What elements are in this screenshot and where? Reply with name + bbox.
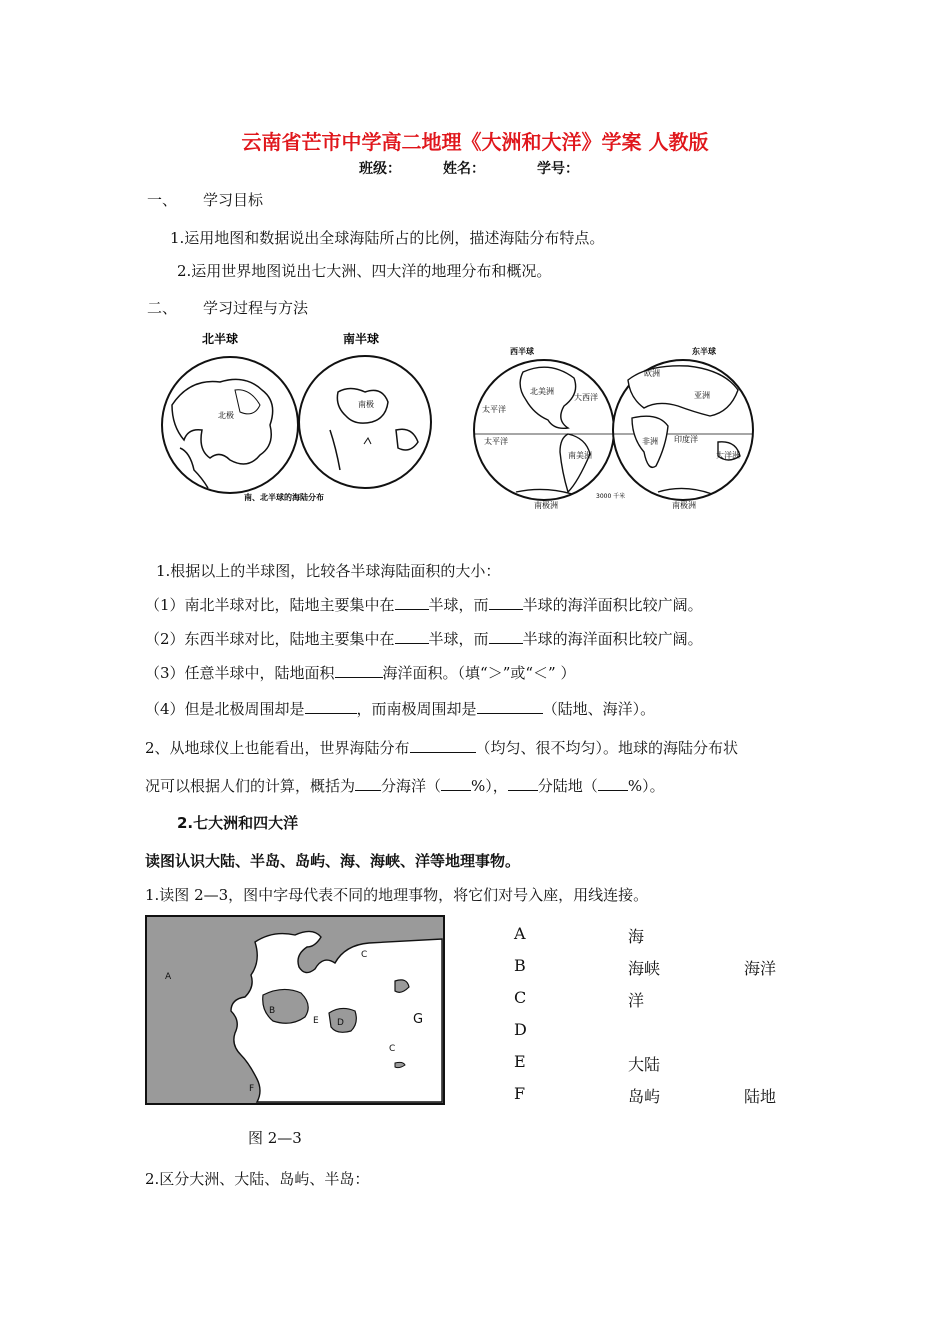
match-letter: E xyxy=(514,1052,526,1071)
q2-line2-a: 况可以根据人们的计算，概括为 xyxy=(145,777,356,795)
fig-label-E: E xyxy=(313,1016,319,1026)
q1-intro: 1.根据以上的半球图，比较各半球海陆面积的大小： xyxy=(156,562,501,580)
fig-label-A: A xyxy=(165,972,172,982)
section-heading-continents: 2.七大洲和四大洋 xyxy=(177,814,299,832)
match-letter: B xyxy=(514,956,526,975)
north-south-hemisphere-map xyxy=(150,330,440,510)
q2-line1-b: （均匀、很不均匀）。地球的海陆分布状 xyxy=(475,739,739,757)
q2-line2-c: %）， xyxy=(471,777,508,795)
south-pole-label: 南极 xyxy=(358,400,374,409)
q1-line3-a: （3）任意半球中，陆地面积 xyxy=(145,664,335,682)
q3-intro: 1.读图 2—3，图中字母代表不同的地理事物，将它们对号入座，用线连接。 xyxy=(145,886,649,904)
section1-number: 一、 xyxy=(147,191,178,209)
q1-line2-c: 半球的海洋面积比较广阔。 xyxy=(522,630,703,648)
east-west-hemisphere-map xyxy=(468,342,764,514)
blank-field[interactable] xyxy=(489,629,523,644)
blank-field[interactable] xyxy=(489,595,523,610)
fig-label-C: C xyxy=(361,950,368,960)
objective-2: 2.运用世界地图说出七大洲、四大洋的地理分布和概况。 xyxy=(177,262,552,280)
blank-field[interactable] xyxy=(410,738,476,753)
blank-field[interactable] xyxy=(441,776,471,791)
q1-line2 xyxy=(145,628,703,649)
antarctica-label-west: 南极洲 xyxy=(534,501,558,510)
match-term: 岛屿 xyxy=(628,1087,661,1106)
q1-line2-a: （2）东西半球对比，陆地主要集中在 xyxy=(145,630,395,648)
q2-line2-b: 分海洋（ xyxy=(381,777,442,795)
match-letter: A xyxy=(514,924,526,943)
blank-field[interactable] xyxy=(335,663,383,678)
europe-label: 欧洲 xyxy=(644,369,660,378)
match-category: 陆地 xyxy=(744,1087,777,1106)
section2-number: 二、 xyxy=(147,299,178,317)
fig-label-D: D xyxy=(337,1018,344,1028)
oceania-label: 大洋洲 xyxy=(716,451,740,460)
west-hemisphere-label: 西半球 xyxy=(510,347,534,356)
q1-line3 xyxy=(145,662,576,683)
q1-line1 xyxy=(145,594,703,615)
fig-label-C2: C xyxy=(389,1044,396,1054)
q1-line1-a: （1）南北半球对比，陆地主要集中在 xyxy=(145,596,395,614)
q2-line2-e: %）。 xyxy=(627,777,665,795)
name-field-label: 姓名： xyxy=(443,161,485,177)
left-map-caption: 南、北半球的海陆分布 xyxy=(244,493,324,502)
atlantic-label: 大西洋 xyxy=(574,393,598,402)
q1-line4-a: （4）但是北极周围却是 xyxy=(145,700,305,718)
blank-field[interactable] xyxy=(508,776,538,791)
indian-ocean-label: 印度洋 xyxy=(674,435,698,444)
match-term: 洋 xyxy=(628,991,645,1010)
s-america-label: 南美洲 xyxy=(568,451,592,460)
africa-label: 非洲 xyxy=(642,437,658,446)
antarctica-label-east: 南极洲 xyxy=(672,501,696,510)
fig-label-G: G xyxy=(413,1012,424,1027)
east-hemisphere-label: 东半球 xyxy=(692,347,716,356)
match-term: 海峡 xyxy=(628,959,661,978)
blank-field[interactable] xyxy=(395,595,429,610)
blank-field[interactable] xyxy=(477,699,543,714)
match-letter: F xyxy=(514,1084,526,1103)
q2-line1 xyxy=(145,737,738,758)
objective-1: 1.运用地图和数据说出全球海陆所占的比例，描述海陆分布特点。 xyxy=(170,229,605,247)
q1-line3-b: 海洋面积。（填“＞”或“＜” ） xyxy=(382,664,576,682)
section1-heading: 学习目标 xyxy=(203,191,264,209)
match-term: 大陆 xyxy=(628,1055,661,1074)
class-field-label: 班级： xyxy=(359,161,401,177)
n-america-label: 北美洲 xyxy=(530,387,554,396)
north-pole-label: 北极 xyxy=(218,411,234,420)
q1-line4 xyxy=(145,698,655,719)
match-category: 海洋 xyxy=(744,959,777,978)
match-letter: C xyxy=(514,988,527,1007)
asia-label: 亚洲 xyxy=(694,391,710,400)
q2-line2-d: 分陆地（ xyxy=(537,777,598,795)
read-heading: 读图认识大陆、半岛、岛屿、海、海峡、洋等地理事物。 xyxy=(145,852,521,870)
blank-field[interactable] xyxy=(355,776,381,791)
scale-label: 3000 千米 xyxy=(596,493,626,500)
fig-label-B: B xyxy=(269,1006,276,1016)
q1-line4-c: （陆地、海洋）。 xyxy=(542,700,656,718)
section2-heading: 学习过程与方法 xyxy=(203,299,309,317)
figure-caption: 图 2—3 xyxy=(248,1129,302,1147)
blank-field[interactable] xyxy=(598,776,628,791)
q2-line2 xyxy=(145,775,665,796)
pacific-label: 太平洋 xyxy=(482,405,506,414)
q1-line2-b: 半球，而 xyxy=(428,630,489,648)
q2-line1-a: 2、从地球仪上也能看出，世界海陆分布 xyxy=(145,739,410,757)
number-field-label: 学号： xyxy=(537,161,579,177)
south-hemisphere-label: 南半球 xyxy=(343,332,380,346)
figure-2-3-map xyxy=(145,915,445,1105)
q1-line4-b: ，而南极周围却是 xyxy=(356,700,477,718)
page-title: 云南省芒市中学高二地理《大洲和大洋》学案 人教版 xyxy=(241,130,709,154)
q4-text: 2.区分大洲、大陆、岛屿、半岛： xyxy=(145,1170,370,1188)
q1-line1-c: 半球的海洋面积比较广阔。 xyxy=(522,596,703,614)
north-hemisphere-label: 北半球 xyxy=(202,332,239,346)
match-letter: D xyxy=(514,1020,527,1039)
fig-label-F: F xyxy=(249,1084,255,1094)
pacific-label-south: 太平洋 xyxy=(484,437,508,446)
q1-line1-b: 半球，而 xyxy=(428,596,489,614)
blank-field[interactable] xyxy=(305,699,357,714)
blank-field[interactable] xyxy=(395,629,429,644)
match-term: 海 xyxy=(628,927,645,946)
